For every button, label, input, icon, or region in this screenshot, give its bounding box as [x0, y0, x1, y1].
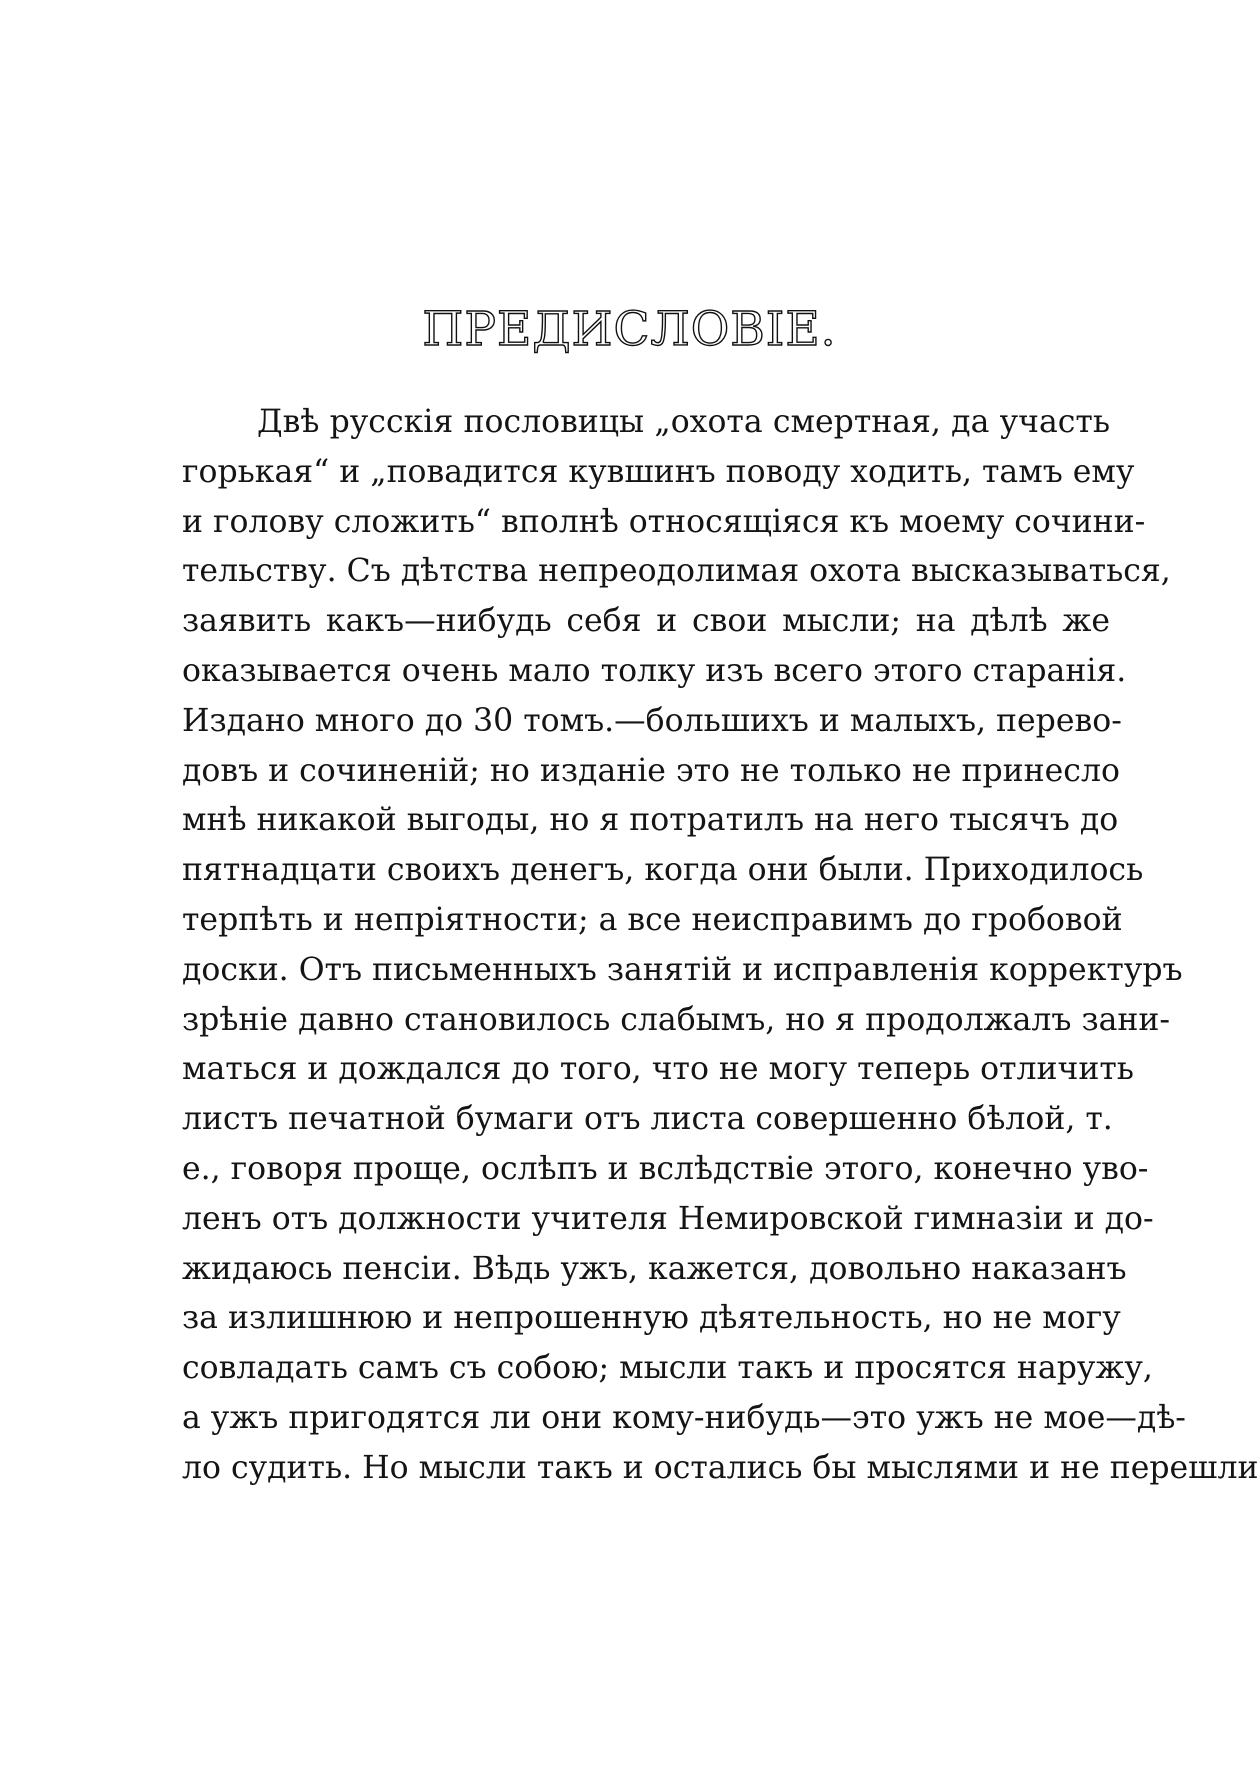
text-line: листъ печатной бумаги отъ листа совершенно бѣлой, т.	[182, 1101, 1113, 1138]
text-line: жидаюсь пенсіи. Вѣдь ужъ, кажется, довольно наказанъ	[182, 1250, 1127, 1287]
text-line: маться и дождался до того, что не могу теперь отличить	[182, 1051, 1134, 1088]
text-line: за излишнюю и непрошенную дѣятельность, но не могу	[182, 1300, 1121, 1337]
text-line: горькая“ и „повадится кувшинъ поводу ходить, тамъ ему	[182, 453, 1135, 490]
text-line: оказывается очень мало толку изъ всего этого старанія.	[182, 652, 1127, 689]
text-line: пятнадцати своихъ денегъ, когда они были. Приходилось	[182, 852, 1144, 889]
text-line: мнѣ никакой выгоды, но я потратилъ на него тысячъ до	[182, 802, 1119, 839]
text-line: е., говоря проще, ослѣпъ и вслѣдствіе этого, конечно уво-	[182, 1150, 1149, 1187]
text-line: ленъ отъ должности учителя Немировской гимназіи и до-	[182, 1200, 1154, 1237]
text-line: ло судить. Но мысли такъ и остались бы мыслями и не перешли	[182, 1449, 1259, 1486]
text-line: Двѣ русскія пословицы „охота смертная, да участь	[257, 404, 1110, 440]
text-line: зрѣніе давно становилось слабымъ, но я продолжалъ зани-	[182, 1001, 1171, 1038]
text-line: Издано много до 30 томъ.—большихъ и малыхъ, перево-	[182, 702, 1122, 739]
page-title: ПРЕДИСЛОВІЕ.	[422, 302, 837, 357]
text-line: тельству. Съ дѣтства непреодолимая охота высказываться,	[182, 553, 1171, 590]
preface-text	[182, 398, 1259, 1494]
text-line: заявить какъ—нибудь себя и свои мысли; на дѣлѣ же	[182, 603, 1110, 640]
text-line: совладать самъ съ собою; мысли такъ и просятся наружу,	[182, 1350, 1153, 1387]
text-line: доски. Отъ письменныхъ занятій и исправленія корректуръ	[182, 951, 1183, 988]
text-line: а ужъ пригодятся ли они кому-нибудь—это ужъ не мое—дѣ-	[182, 1399, 1186, 1436]
text-line: и голову сложить“ вполнѣ относящіяся къ моему сочини-	[182, 503, 1146, 540]
text-line: терпѣть и непріятности; а все неисправимъ до гробовой	[182, 901, 1123, 938]
text-line: довъ и сочиненій; но изданіе это не только не принесло	[182, 752, 1120, 789]
